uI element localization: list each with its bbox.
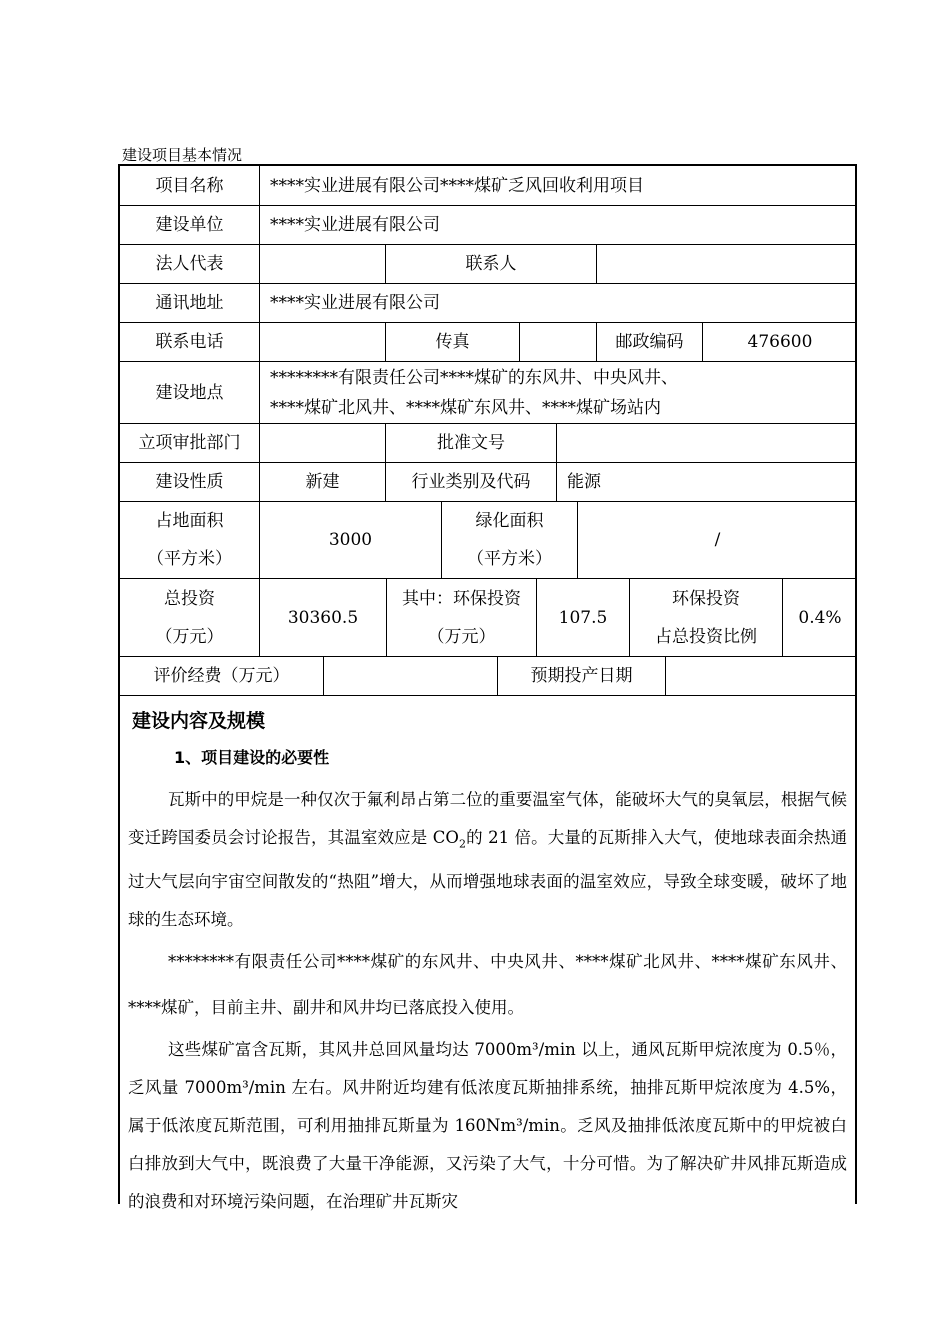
industry-value: 能源	[567, 472, 601, 492]
approval-no-value	[557, 424, 857, 462]
approval-no-label: 批准文号	[386, 424, 557, 462]
postcode-label: 邮政编码	[597, 323, 703, 361]
env-invest-label-line2: （万元）	[427, 626, 496, 647]
phone-label: 联系电话	[120, 323, 260, 361]
contact-value	[597, 245, 857, 283]
prod-date-label: 预期投产日期	[498, 657, 666, 695]
table-row	[120, 284, 855, 323]
table-caption: 建设项目基本情况	[122, 146, 243, 164]
phone-value	[260, 323, 386, 361]
env-ratio-label-line1: 环保投资	[672, 588, 740, 609]
address-label: 通讯地址	[120, 284, 260, 322]
table-row	[120, 323, 855, 362]
env-ratio-label	[630, 579, 783, 656]
area-label-line1: 占地面积	[155, 511, 224, 531]
env-invest-label-line1: 其中：环保投资	[402, 588, 521, 609]
table-row	[120, 362, 855, 424]
table-row	[120, 657, 855, 696]
site-value	[260, 362, 857, 423]
approval-dept-value	[260, 424, 386, 462]
green-label-line1: 绿化面积	[475, 511, 544, 531]
invest-label-line2: （万元）	[155, 626, 224, 647]
paragraph-1-part-b: 的 21 倍。大量的瓦斯排入大气，使地球表面余热通过大气层向宇宙空间散发的“热阻”增大，从而增强地球表面的温室效应，导致全球变暖，破坏了地球的生态环境。	[128, 828, 847, 930]
fax-value	[520, 323, 597, 361]
contact-label: 联系人	[386, 245, 597, 283]
subsection-heading: 1、项目建设的必要性	[174, 748, 330, 767]
nature-value: 新建	[260, 463, 386, 501]
table-row	[120, 245, 855, 284]
site-line-2: ****煤矿北风井、****煤矿东风井、****煤矿场站内	[270, 397, 661, 418]
area-label	[120, 502, 260, 578]
postcode-value: 476600	[747, 332, 813, 352]
table-row	[120, 463, 855, 502]
paragraph-3: 这些煤矿富含瓦斯，其风井总回风量均达 7000m³/min 以上，通风瓦斯甲烷浓度为 0.5％，乏风量 7000m³/min 左右。风井附近均建有低浓度瓦斯抽排系统，抽排瓦斯甲烷浓度为 4.5%，属于低浓度瓦斯范围，可利用抽排瓦斯量为 160Nm³/min。乏风及抽排低浓度瓦斯中的甲烷被白白排放到大气中，既浪费了大量干净能源，又污染了大气，十分可惜。为了解决矿井风排瓦斯造成的浪费和对环境污染问题，在治理矿井瓦斯灾	[128, 1040, 847, 1212]
nature-label: 建设性质	[120, 463, 260, 501]
env-ratio-label-line2: 占总投资比例	[655, 626, 757, 647]
invest-label	[120, 579, 260, 656]
industry-label: 行业类别及代码	[386, 463, 557, 501]
address-value: ****实业进展有限公司	[270, 293, 440, 313]
table-row	[120, 166, 855, 206]
area-label-line2: （平方米）	[147, 549, 232, 569]
builder-value: ****实业进展有限公司	[270, 215, 440, 235]
green-label-line2: （平方米）	[467, 549, 552, 569]
section-heading: 建设内容及规模	[132, 710, 266, 732]
project-info-table	[118, 164, 857, 1212]
table-row	[120, 579, 855, 657]
construction-content	[120, 696, 855, 1221]
green-value: /	[714, 530, 721, 550]
table-row	[120, 206, 855, 245]
site-label: 建设地点	[120, 362, 260, 423]
env-invest-value: 107.5	[537, 579, 630, 656]
site-line-1: ********有限责任公司****煤矿的东风井、中央风井、	[270, 367, 678, 388]
fax-label: 传真	[386, 323, 520, 361]
green-label	[442, 502, 578, 578]
legal-rep-label: 法人代表	[120, 245, 260, 283]
eval-fee-value	[324, 657, 498, 695]
invest-value: 30360.5	[260, 579, 387, 656]
env-invest-label	[387, 579, 537, 656]
prod-date-value	[666, 657, 857, 695]
approval-dept-label: 立项审批部门	[120, 424, 260, 462]
legal-rep-value	[260, 245, 386, 283]
project-name-label: 项目名称	[120, 166, 260, 205]
paragraph-2: ********有限责任公司****煤矿的东风井、中央风井、****煤矿北风井、****煤矿东风井、****煤矿，目前主井、副井和风井均已落底投入使用。	[128, 952, 847, 1018]
paragraph-1-part-a: 瓦斯中的甲烷是一种仅次于氟利昂占第二位的重要温室气体，能破坏大气的臭氧层，根据气候变迁跨国委员会讨论报告，其温室效应是 CO	[128, 790, 847, 847]
eval-fee-label: 评价经费（万元）	[120, 657, 324, 695]
env-ratio-value: 0.4%	[798, 607, 842, 628]
area-value: 3000	[260, 502, 442, 578]
invest-label-line1: 总投资	[164, 588, 215, 609]
co2-subscript: 2	[458, 837, 466, 851]
project-name-value: ****实业进展有限公司****煤矿乏风回收利用项目	[270, 175, 644, 196]
table-row	[120, 424, 855, 463]
table-row	[120, 502, 855, 579]
paragraph-1	[128, 781, 847, 939]
builder-label: 建设单位	[120, 206, 260, 244]
